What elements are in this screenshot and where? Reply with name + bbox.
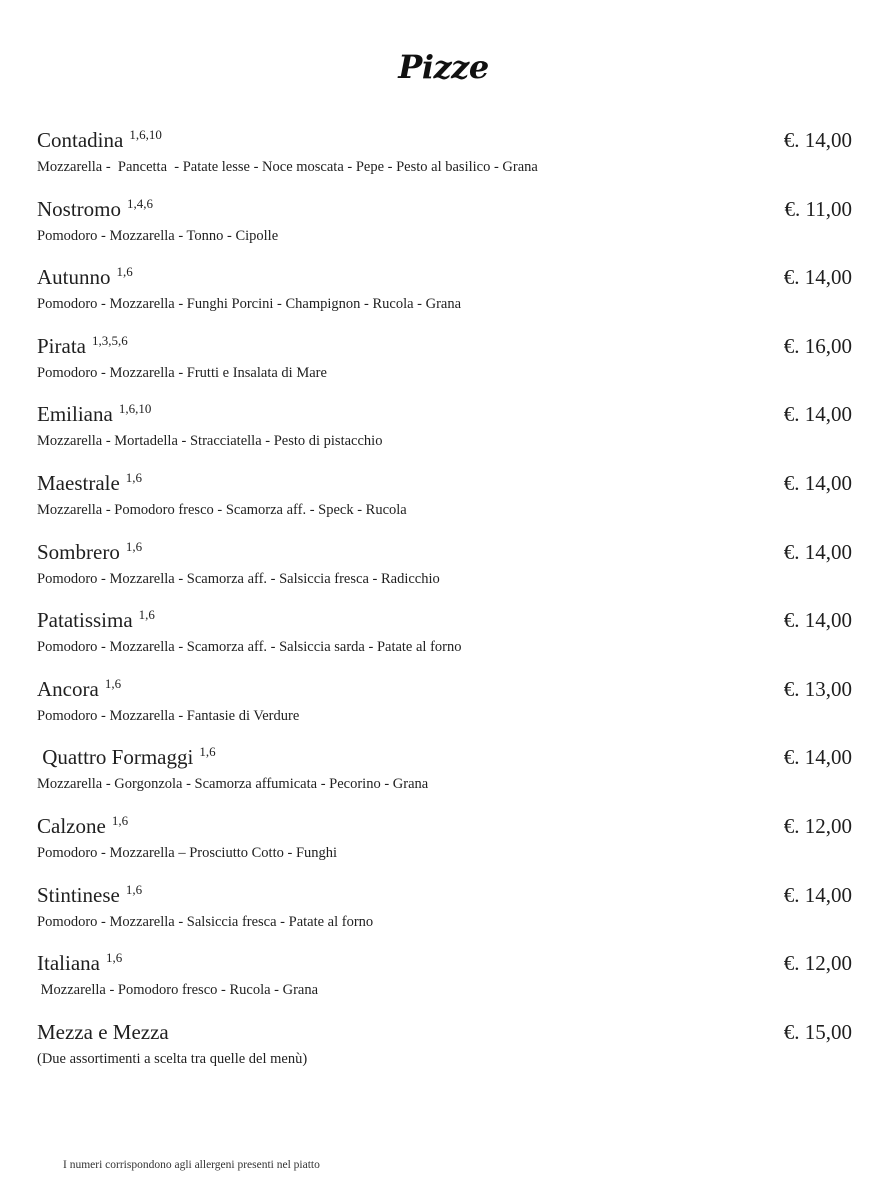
item-ingredients: Mozzarella - Pomodoro fresco - Scamorza aff. - Speck - Rucola (37, 501, 407, 518)
allergen-codes: 1,6 (105, 950, 123, 966)
menu-item (37, 125, 852, 194)
allergen-codes: 1,6,10 (118, 401, 152, 417)
item-price: €. 15,00 (783, 1019, 852, 1044)
page-title: Pizze (398, 48, 489, 86)
item-name: Ancora $^{1,6}$ (37, 675, 122, 701)
allergen-codes: 1,6 (125, 469, 143, 485)
item-price: €. 14,00 (783, 128, 852, 152)
item-price: €. 13,00 (783, 676, 852, 701)
item-price: €. 12,00 (783, 813, 852, 838)
allergen-codes: 1,6 (125, 538, 143, 554)
item-name: Emiliana $^{1,6,10}$ (37, 401, 152, 427)
item-ingredients: Pomodoro - Mozzarella - Frutti e Insalata di Mare (37, 364, 327, 381)
menu-item (37, 880, 852, 949)
allergen-codes: 1,6 (138, 607, 155, 623)
item-ingredients: Pomodoro - Mozzarella - Scamorza aff. - Salsiccia sarda - Patate al forno (37, 639, 462, 656)
pizza-menu-list (37, 125, 852, 1085)
menu-item (37, 468, 852, 537)
item-price: €. 12,00 (783, 951, 852, 976)
item-name: Calzone $^{1,6}$ (37, 812, 129, 838)
allergen-footnote: I numeri corrispondono agli allergeni presenti nel piatto (63, 1159, 320, 1171)
item-price: €. 14,00 (783, 608, 852, 633)
menu-item (37, 1017, 852, 1086)
allergen-codes: 1,6 (111, 812, 129, 828)
item-price: €. 14,00 (783, 882, 852, 907)
item-ingredients: (Due assortimenti a scelta tra quelle del menù) (37, 1050, 308, 1067)
item-name: Mezza e Mezza (37, 1019, 169, 1044)
item-ingredients: Pomodoro - Mozzarella - Fantasie di Verdure (37, 707, 300, 724)
allergen-codes: 1,6,10 (129, 127, 162, 142)
menu-item (37, 948, 852, 1017)
item-ingredients: Mozzarella - Mortadella - Stracciatella - Pesto di pistacchio (37, 433, 383, 450)
item-name: Nostromo $^{1,4,6}$ (37, 195, 153, 221)
item-price: €. 11,00 (784, 196, 852, 221)
allergen-codes: 1,6 (104, 675, 122, 691)
menu-item (37, 605, 852, 674)
item-ingredients: Pomodoro - Mozzarella - Funghi Porcini - Champignon - Rucola - Grana (37, 296, 462, 313)
menu-item (37, 537, 852, 606)
item-price: €. 16,00 (783, 333, 852, 358)
item-price: €. 14,00 (783, 539, 852, 564)
item-name: Pirata $^{1,3,5,6}$ (37, 332, 128, 358)
item-name: Sombrero $^{1,6}$ (37, 538, 143, 564)
item-ingredients: Pomodoro - Mozzarella - Salsiccia fresca - Patate al forno (37, 913, 374, 930)
item-name: Autunno $^{1,6}$ (37, 264, 133, 290)
menu-item (37, 674, 852, 743)
item-name: Quattro Formaggi $^{1,6}$ (37, 744, 216, 770)
menu-item (37, 811, 852, 880)
item-ingredients: Mozzarella - Gorgonzola - Scamorza affumicata - Pecorino - Grana (37, 776, 429, 793)
menu-item (37, 331, 852, 400)
allergen-codes: 1,3,5,6 (91, 332, 128, 348)
item-ingredients: Pomodoro - Mozzarella - Scamorza aff. - Salsiccia fresca - Radicchio (37, 570, 440, 587)
item-name: Patatissima $^{1,6}$ (37, 607, 155, 633)
item-ingredients: Mozzarella - Pomodoro fresco - Rucola - Grana (37, 982, 319, 999)
allergen-codes: 1,6 (199, 744, 216, 760)
item-ingredients: Pomodoro - Mozzarella - Tonno - Cipolle (37, 227, 279, 244)
item-price: €. 14,00 (783, 745, 852, 770)
allergen-codes: 1,6 (116, 264, 133, 280)
allergen-codes: 1,4,6 (127, 195, 153, 211)
item-name: Stintinese $^{1,6}$ (37, 881, 143, 907)
menu-item (37, 399, 852, 468)
menu-item (37, 262, 852, 331)
menu-item (37, 742, 852, 811)
item-ingredients: Mozzarella - Pancetta - Patate lesse - Noce moscata - Pepe - Pesto al basilico - Grana (37, 159, 538, 175)
item-name: Contadina $^{1,6,10}$ (37, 127, 162, 152)
item-name: Maestrale $^{1,6}$ (37, 469, 143, 495)
item-price: €. 14,00 (783, 265, 852, 290)
item-name: Italiana $^{1,6}$ (37, 950, 123, 976)
item-ingredients: Pomodoro - Mozzarella – Prosciutto Cotto - Funghi (37, 844, 338, 861)
menu-item (37, 194, 852, 263)
item-price: €. 14,00 (783, 470, 852, 495)
item-price: €. 14,00 (783, 402, 852, 427)
allergen-codes: 1,6 (125, 881, 143, 897)
